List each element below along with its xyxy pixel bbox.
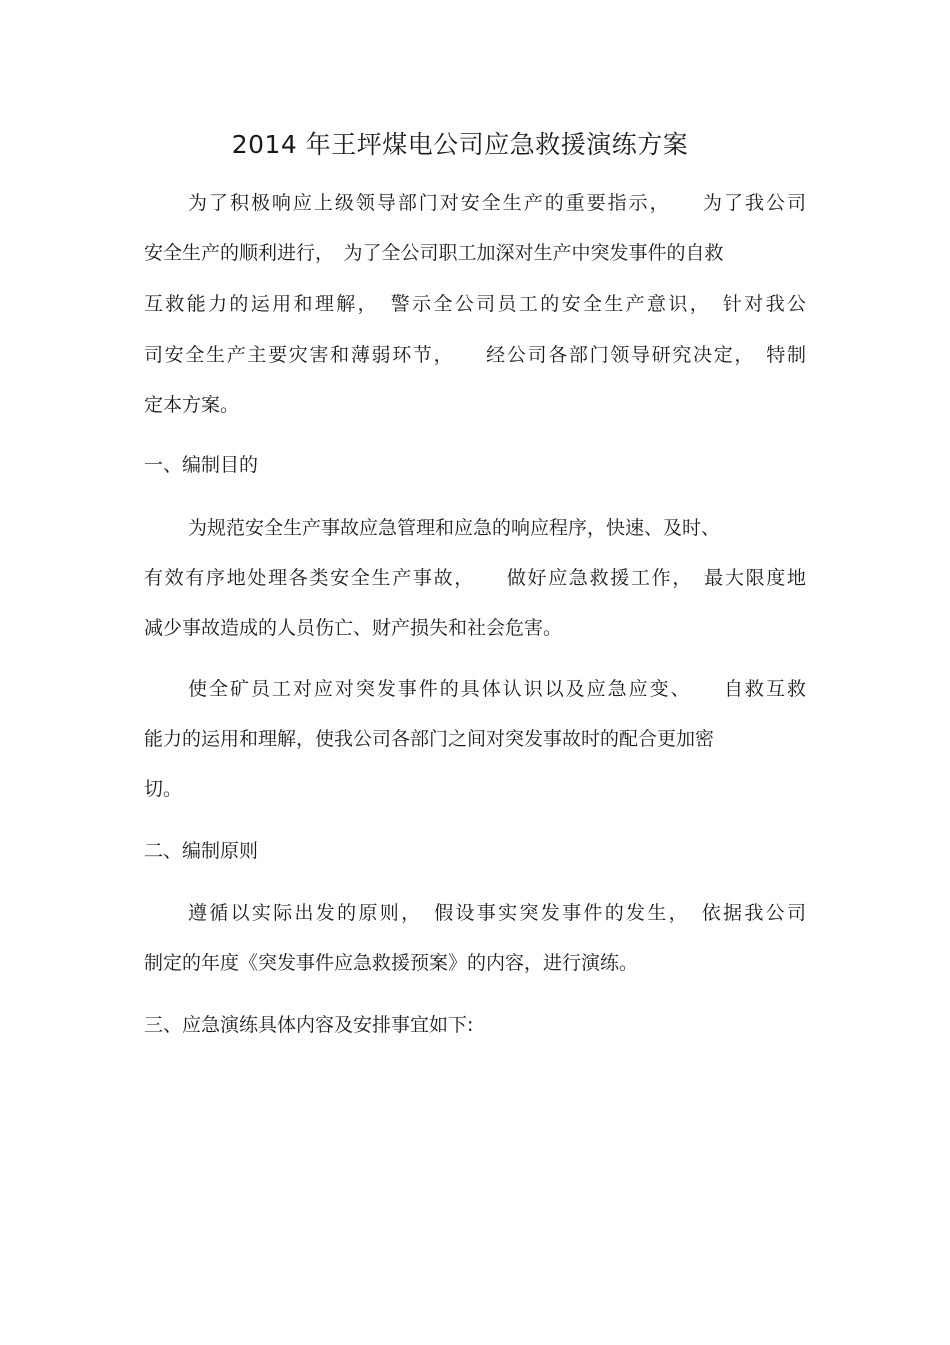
purpose-p2-line-1: 使全矿员工对应对突发事件的具体认识以及应急应变、 自救互救: [188, 678, 806, 700]
purpose-p2-line-2: 能力的运用和理解，使我公司各部门之间对突发事故时的配合更加密: [144, 728, 715, 750]
document-title: 2014 年王坪煤电公司应急救援演练方案: [231, 130, 689, 159]
section-heading-drill-content: 三、应急演练具体内容及安排事宜如下:: [144, 1014, 474, 1036]
principles-p1-line-2: 制定的年度《突发事件应急救援预案》的内容，进行演练。: [144, 952, 639, 974]
purpose-p1-line-1: 为规范安全生产事故应急管理和应急的响应程序，快速、及时、: [188, 517, 721, 539]
intro-line-1: 为了积极响应上级领导部门对安全生产的重要指示， 为了我公司: [188, 192, 806, 214]
purpose-p2-line-3: 切。: [144, 778, 183, 800]
intro-line-2: 安全生产的顺利进行， 为了全公司职工加深对生产中突发事件的自救: [144, 242, 724, 264]
principles-p1-line-1: 遵循以实际出发的原则， 假设事实突发事件的发生， 依据我公司: [188, 902, 806, 924]
intro-line-5: 定本方案。: [144, 394, 240, 416]
section-heading-principles: 二、编制原则: [144, 840, 259, 862]
intro-line-3: 互救能力的运用和理解， 警示全公司员工的安全生产意识， 针对我公: [144, 293, 806, 315]
purpose-p1-line-3: 减少事故造成的人员伤亡、财产损失和社会危害。: [144, 617, 563, 639]
section-heading-purpose: 一、编制目的: [144, 454, 259, 476]
intro-line-4: 司安全生产主要灾害和薄弱环节， 经公司各部门领导研究决定， 特制: [144, 344, 806, 366]
purpose-p1-line-2: 有效有序地处理各类安全生产事故， 做好应急救援工作， 最大限度地: [144, 567, 806, 589]
